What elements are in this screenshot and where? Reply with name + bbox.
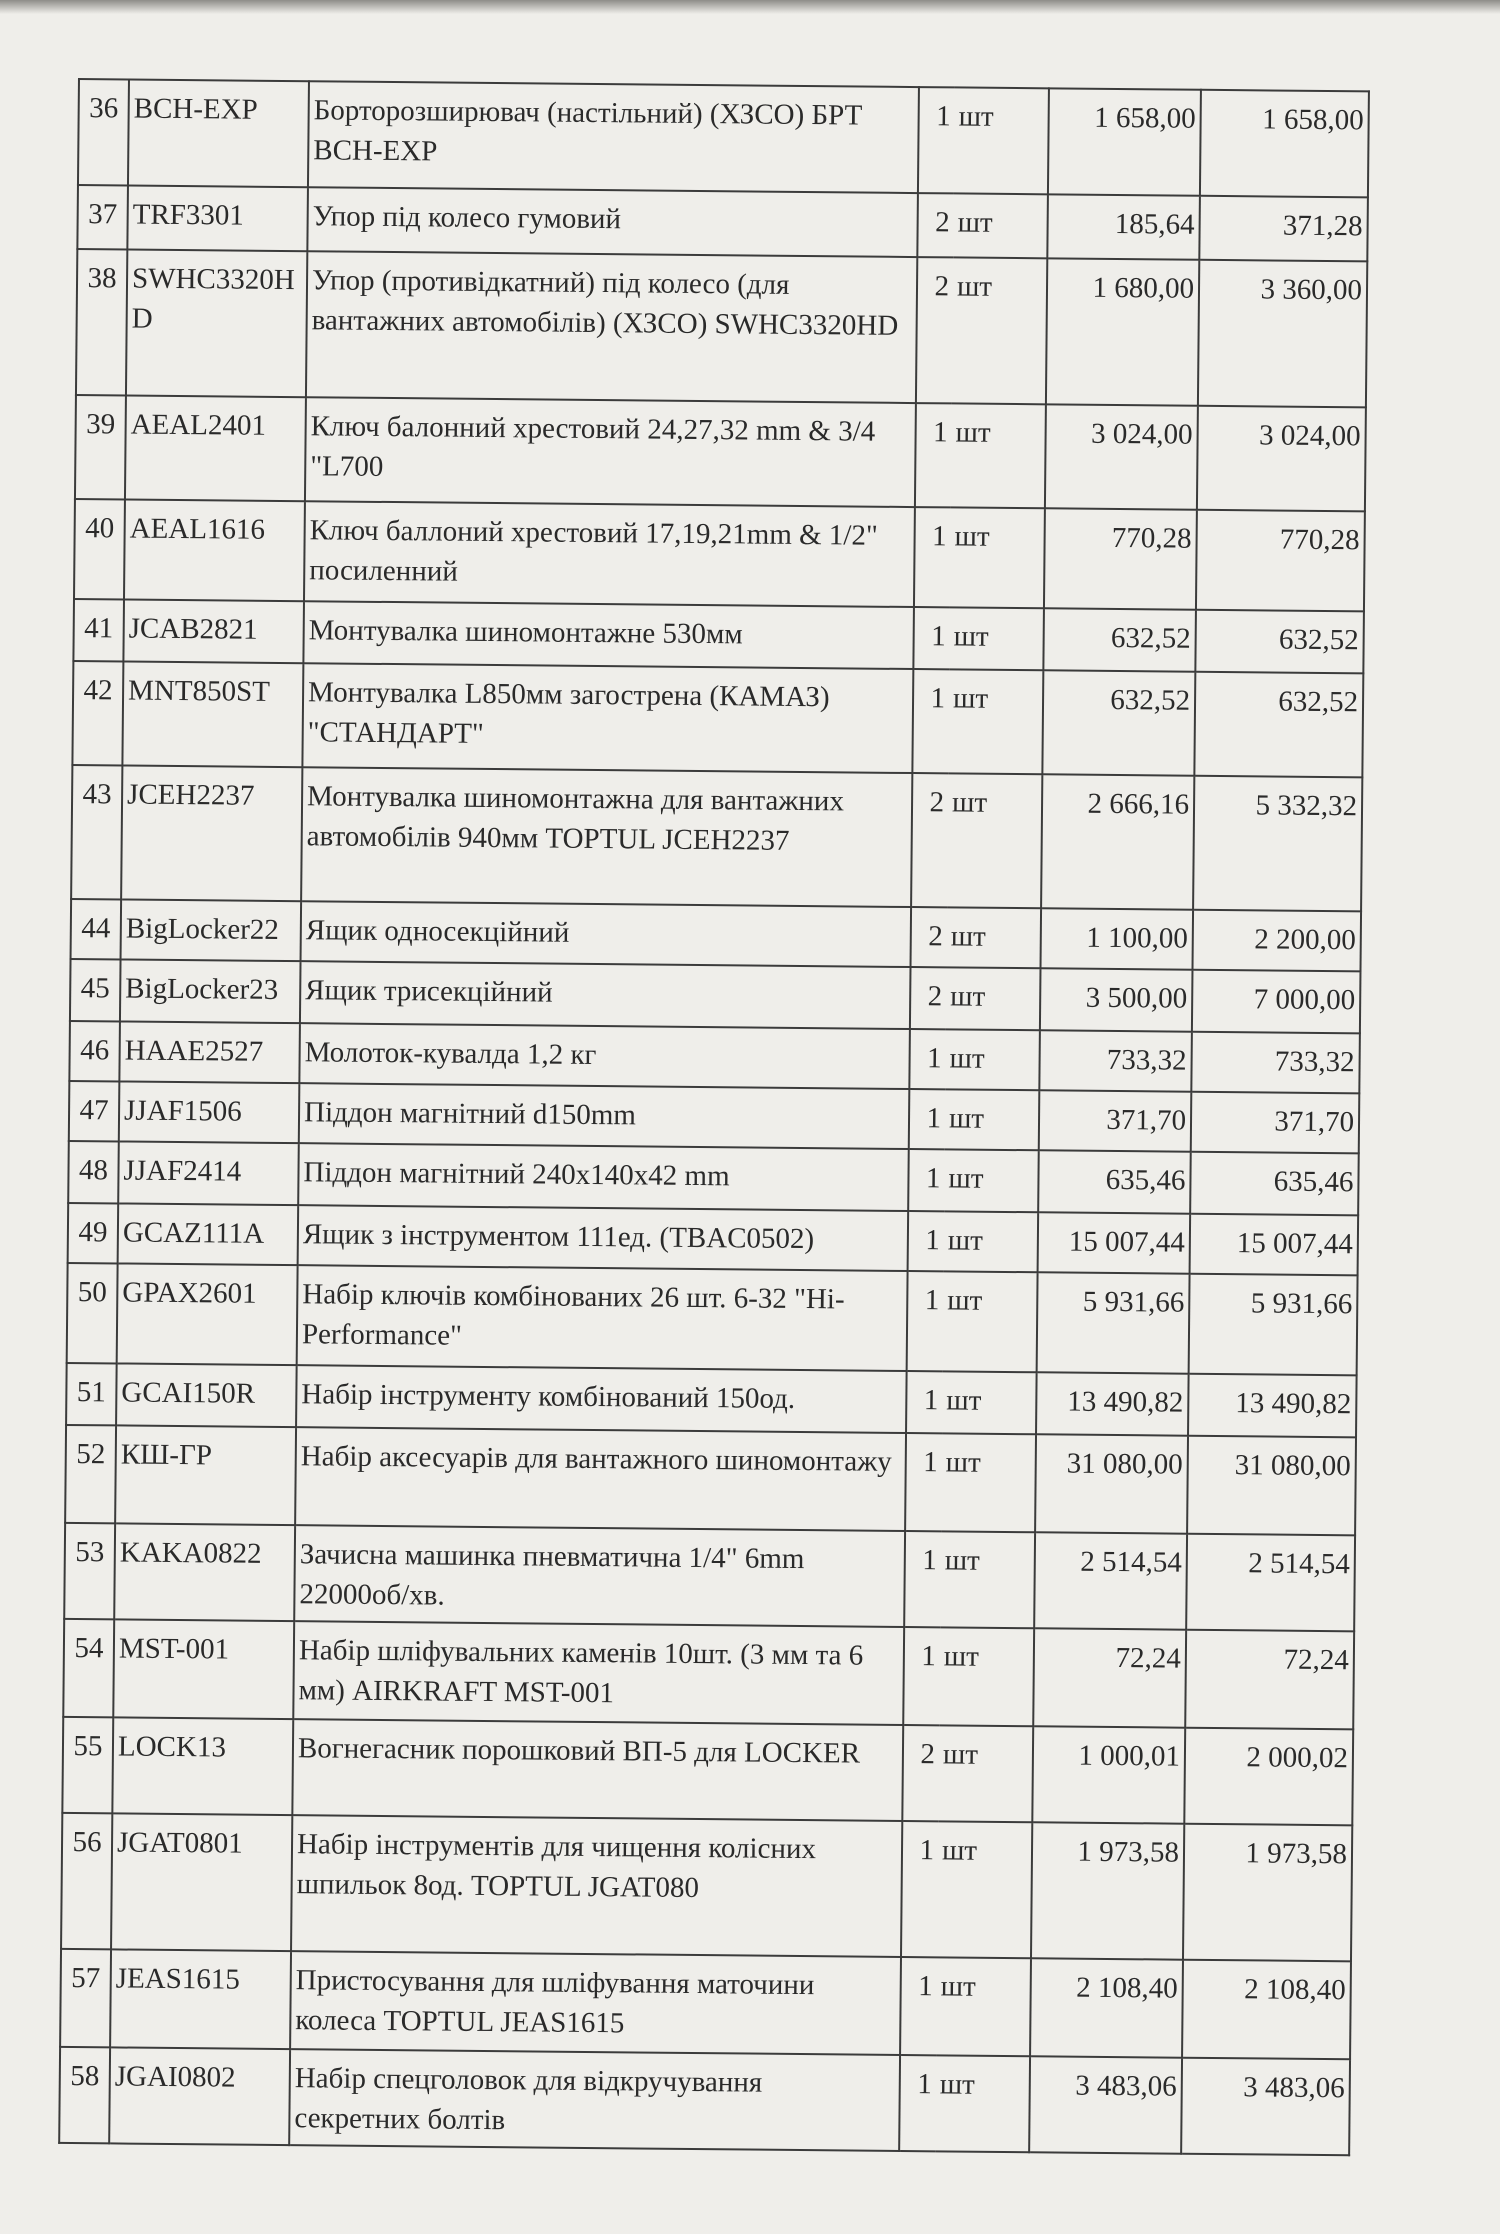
row-number: 49 xyxy=(68,1203,119,1263)
item-code: КШ-ГР xyxy=(115,1425,296,1525)
item-quantity: 1 xyxy=(912,669,949,773)
item-name: Монтувалка шиномонтажна для вантажних автомобілів 940мм TOPTUL JCEH2237 xyxy=(301,767,912,907)
item-price: 1 000,01 xyxy=(1032,1726,1185,1823)
item-total: 770,28 xyxy=(1196,510,1365,612)
item-quantity: 1 xyxy=(909,1029,946,1089)
item-total: 632,52 xyxy=(1195,610,1364,674)
item-code: AEAL2401 xyxy=(125,395,306,501)
item-unit: шт xyxy=(947,907,1042,968)
item-unit: шт xyxy=(944,1211,1039,1272)
item-quantity: 1 xyxy=(913,607,950,669)
item-unit: шт xyxy=(953,193,1048,258)
item-total: 1 973,58 xyxy=(1183,1824,1352,1962)
item-total: 5 332,32 xyxy=(1193,776,1362,912)
item-unit: шт xyxy=(939,1627,1034,1726)
item-price: 2 666,16 xyxy=(1041,774,1194,909)
item-code: JCEH2237 xyxy=(121,765,302,901)
item-total: 635,46 xyxy=(1190,1152,1359,1216)
item-name: Набір ключів комбінованих 26 шт. 6-32 "Hi-Performance" xyxy=(297,1265,908,1371)
item-total: 3 024,00 xyxy=(1197,406,1366,512)
item-quantity: 1 xyxy=(904,1531,941,1627)
item-name: Набір інструментів для чищення колісних шпильок 8од. TOPTUL JGAT080 xyxy=(291,1815,902,1957)
row-number: 48 xyxy=(68,1141,119,1203)
item-code: GCAI150R xyxy=(116,1363,297,1427)
item-unit: шт xyxy=(937,1821,1032,1958)
item-unit: шт xyxy=(954,87,1049,194)
item-quantity: 1 xyxy=(914,507,951,607)
row-number: 56 xyxy=(61,1813,112,1949)
row-number: 54 xyxy=(63,1619,114,1717)
item-quantity: 1 xyxy=(899,2055,936,2151)
item-price: 632,52 xyxy=(1043,608,1196,671)
item-name: Набір інструменту комбінований 150од. xyxy=(296,1365,907,1433)
item-quantity: 1 xyxy=(908,1211,945,1271)
item-name: Зачисна машинка пневматична 1/4" 6mm 22000об/хв. xyxy=(294,1525,905,1627)
item-total: 371,70 xyxy=(1191,1092,1360,1154)
item-code: KAKA0822 xyxy=(114,1523,295,1621)
item-name: Набір шліфувальних каменів 10шт. (3 мм та 6 мм) AIRKRAFT MST-001 xyxy=(293,1621,904,1725)
item-code: BCH-EXP xyxy=(128,79,309,187)
item-code: SWHC3320HD xyxy=(126,249,307,397)
item-unit: шт xyxy=(945,1089,1040,1150)
item-price: 733,32 xyxy=(1039,1030,1192,1091)
table-row xyxy=(63,1619,1354,1729)
item-code: BigLocker23 xyxy=(120,959,301,1023)
item-unit: шт xyxy=(946,967,1041,1030)
item-quantity: 1 xyxy=(918,87,955,193)
item-total: 3 483,06 xyxy=(1181,2058,1350,2156)
item-price: 632,52 xyxy=(1042,670,1195,775)
item-total: 2 514,54 xyxy=(1186,1534,1355,1632)
row-number: 42 xyxy=(72,661,123,765)
row-number: 40 xyxy=(74,499,125,599)
item-quantity: 1 xyxy=(905,1433,942,1531)
item-code: MNT850ST xyxy=(122,661,303,767)
row-number: 47 xyxy=(69,1081,120,1141)
item-price: 2 514,54 xyxy=(1034,1532,1187,1629)
item-unit: шт xyxy=(936,1957,1031,2056)
item-unit: шт xyxy=(938,1725,1033,1822)
item-name: Ящик трисекційний xyxy=(300,961,911,1029)
item-price: 15 007,44 xyxy=(1038,1212,1191,1273)
items-table xyxy=(58,78,1370,2156)
table-row xyxy=(64,1523,1355,1631)
item-quantity: 2 xyxy=(917,193,954,257)
item-unit: шт xyxy=(949,607,1044,670)
table-row xyxy=(74,499,1365,611)
item-name: Монтувалка шиномонтажне 530мм xyxy=(303,601,914,669)
item-price: 13 490,82 xyxy=(1036,1372,1189,1435)
item-total: 5 931,66 xyxy=(1189,1274,1358,1376)
row-number: 50 xyxy=(67,1263,118,1363)
table-row xyxy=(60,1949,1351,2059)
table-row xyxy=(78,79,1369,197)
item-quantity: 1 xyxy=(900,1957,937,2055)
item-price: 3 024,00 xyxy=(1045,404,1198,509)
item-price: 635,46 xyxy=(1038,1150,1191,1213)
table-row xyxy=(65,1425,1356,1535)
item-quantity: 1 xyxy=(908,1149,945,1211)
document-sheet xyxy=(57,78,1500,2234)
item-unit: шт xyxy=(942,1371,1037,1434)
item-total: 13 490,82 xyxy=(1188,1374,1357,1438)
item-quantity: 2 xyxy=(916,257,953,403)
item-unit: шт xyxy=(940,1531,1035,1628)
item-name: Пристосування для шліфування маточини колеса TOPTUL JEAS1615 xyxy=(290,1951,901,2055)
item-name: Набір спецголовок для відкручування секретних болтів xyxy=(289,2049,900,2151)
item-price: 3 483,06 xyxy=(1029,2056,1182,2153)
item-name: Упор (противідкатний) під колесо (для вантажних автомобілів) (ХЗСО) SWHC3320HD xyxy=(306,251,917,403)
item-price: 2 108,40 xyxy=(1030,1958,1183,2057)
item-name: Монтувалка L850мм загострена (КАМАЗ) "СТАНДАРТ" xyxy=(302,663,913,773)
item-price: 1 100,00 xyxy=(1040,908,1193,969)
item-name: Піддон магнітний 240x140x42 mm xyxy=(298,1143,909,1211)
item-code: JCAB2821 xyxy=(123,599,304,663)
item-name: Ключ балонний хрестовий 24,27,32 mm & 3/4 "L700 xyxy=(305,397,916,507)
item-code: TRF3301 xyxy=(127,185,308,251)
item-total: 2 000,02 xyxy=(1184,1728,1353,1826)
item-name: Набір аксесуарів для вантажного шиномонтажу xyxy=(295,1427,906,1531)
item-quantity: 2 xyxy=(911,773,948,907)
item-price: 5 931,66 xyxy=(1037,1272,1190,1373)
item-unit: шт xyxy=(945,1029,1040,1090)
item-quantity: 2 xyxy=(911,907,948,967)
row-number: 44 xyxy=(71,899,122,959)
item-total: 15 007,44 xyxy=(1190,1214,1359,1276)
item-price: 185,64 xyxy=(1047,194,1200,259)
item-quantity: 1 xyxy=(915,403,952,507)
item-total: 72,24 xyxy=(1185,1630,1354,1730)
item-code: HAAE2527 xyxy=(119,1021,300,1083)
row-number: 38 xyxy=(76,249,127,395)
item-code: JJAF2414 xyxy=(118,1141,299,1205)
item-total: 1 658,00 xyxy=(1200,90,1369,198)
item-quantity: 1 xyxy=(909,1089,946,1149)
row-number: 55 xyxy=(62,1717,113,1813)
row-number: 43 xyxy=(71,765,122,899)
item-price: 3 500,00 xyxy=(1040,968,1193,1031)
item-total: 7 000,00 xyxy=(1192,970,1361,1034)
row-number: 52 xyxy=(65,1425,116,1523)
item-code: BigLocker22 xyxy=(121,899,302,961)
item-name: Молоток-кувалда 1,2 кг xyxy=(299,1023,910,1089)
item-total: 3 360,00 xyxy=(1198,260,1367,408)
item-name: Борторозширювач (настільний) (ХЗСО) БРТ BCH-EXP xyxy=(308,81,919,193)
item-code: GCAZ111A xyxy=(118,1203,299,1265)
item-unit: шт xyxy=(947,773,1042,908)
row-number: 37 xyxy=(77,185,128,249)
page-top-shadow xyxy=(0,0,1500,14)
item-unit: шт xyxy=(952,257,1047,404)
item-name: Упор під колесо гумовий xyxy=(307,187,918,257)
item-code: MST-001 xyxy=(113,1619,294,1719)
item-price: 31 080,00 xyxy=(1035,1434,1188,1533)
row-number: 51 xyxy=(66,1363,117,1425)
row-number: 58 xyxy=(59,2047,110,2143)
table-row xyxy=(67,1263,1358,1375)
table-row xyxy=(59,2047,1350,2155)
row-number: 45 xyxy=(70,959,121,1021)
table-row xyxy=(75,395,1366,511)
item-name: Ключ баллоний хрестовий 17,19,21mm & 1/2" посиленний xyxy=(304,501,915,607)
item-name: Вогнегасник порошковий ВП-5 для LOCKER xyxy=(292,1719,903,1821)
table-row xyxy=(71,765,1362,911)
item-unit: шт xyxy=(948,669,1043,774)
item-price: 72,24 xyxy=(1033,1628,1186,1727)
item-code: JGAI0802 xyxy=(109,2047,290,2145)
item-quantity: 2 xyxy=(902,1725,939,1821)
item-quantity: 1 xyxy=(901,1821,938,1957)
item-total: 31 080,00 xyxy=(1187,1436,1356,1536)
table-row xyxy=(76,249,1367,407)
item-total: 2 108,40 xyxy=(1182,1960,1351,2060)
item-unit: шт xyxy=(943,1271,1038,1372)
item-price: 371,70 xyxy=(1039,1090,1192,1151)
item-code: LOCK13 xyxy=(112,1717,293,1815)
item-code: JEAS1615 xyxy=(110,1949,291,2049)
item-code: JGAT0801 xyxy=(111,1813,292,1951)
table-row xyxy=(62,1717,1353,1825)
table-row xyxy=(72,661,1363,777)
row-number: 53 xyxy=(64,1523,115,1619)
table-row xyxy=(61,1813,1352,1961)
item-quantity: 1 xyxy=(906,1371,943,1433)
item-unit: шт xyxy=(941,1433,1036,1532)
row-number: 39 xyxy=(75,395,126,499)
item-code: JJAF1506 xyxy=(119,1081,300,1143)
item-name: Ящик односекційний xyxy=(301,901,912,967)
item-quantity: 1 xyxy=(907,1271,944,1371)
row-number: 57 xyxy=(60,1949,111,2047)
row-number: 46 xyxy=(69,1021,120,1081)
item-total: 632,52 xyxy=(1194,672,1363,778)
item-price: 1 973,58 xyxy=(1031,1822,1184,1959)
item-unit: шт xyxy=(944,1149,1039,1212)
item-quantity: 1 xyxy=(903,1627,940,1725)
item-name: Ящик з інструментом 111ед. (TBAC0502) xyxy=(298,1205,909,1271)
item-price: 1 680,00 xyxy=(1046,258,1199,405)
item-price: 770,28 xyxy=(1044,508,1197,609)
item-unit: шт xyxy=(935,2055,1030,2152)
item-name: Піддон магнітний d150mm xyxy=(299,1083,910,1149)
item-total: 2 200,00 xyxy=(1192,910,1361,972)
item-quantity: 2 xyxy=(910,967,947,1029)
item-unit: шт xyxy=(950,507,1045,608)
item-total: 733,32 xyxy=(1191,1032,1360,1094)
item-code: GPAX2601 xyxy=(117,1263,298,1365)
row-number: 41 xyxy=(73,599,124,661)
item-price: 1 658,00 xyxy=(1048,88,1201,195)
item-total: 371,28 xyxy=(1199,196,1368,262)
row-number: 36 xyxy=(78,79,129,185)
item-unit: шт xyxy=(951,403,1046,508)
item-code: AEAL1616 xyxy=(124,499,305,601)
